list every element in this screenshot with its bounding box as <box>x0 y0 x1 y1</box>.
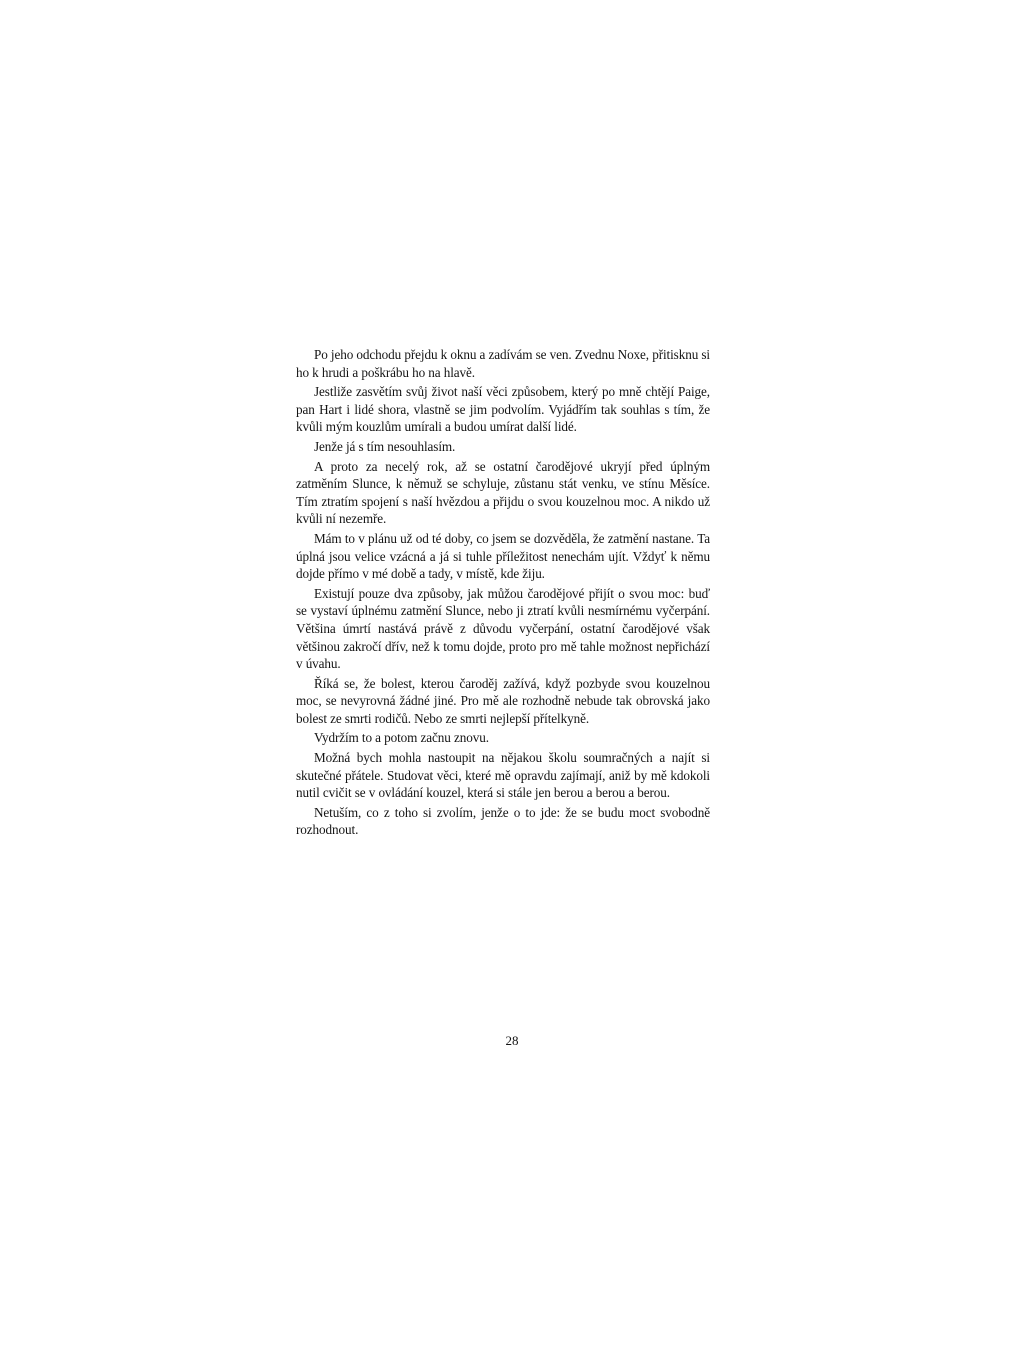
page-number: 28 <box>505 1033 519 1048</box>
paragraph-8: Vydržím to a potom začnu znovu. <box>314 730 489 746</box>
paragraph-1: Po jeho odchodu přejdu k oknu a zadívám se ven. Zvednu Noxe, přitisknu si ho k hrudi a poškrábu ho na hlavě. <box>296 347 710 380</box>
paragraph-5: Mám to v plánu už od té doby, co jsem se dozvěděla, že zatmění nastane. Ta úplná jsou velice vzácná a já si tuhle příležitost nenechám ujít. Vždyť k němu dojde přímo v mé době a tady, v místě, kde žiju. <box>296 530 710 582</box>
paragraph-9: Možná bych mohla nastoupit na nějakou školu soumračných a najít si skutečné přátele. Studovat věci, které mě opravdu zajímají, aniž by mě kdokoli nutil cvičit se v ovládání kouzel, která si stále jen berou a berou a berou. <box>296 750 710 801</box>
paragraph-6: Existují pouze dva způsoby, jak můžou čarodějové přijít o svou moc: buď se vystaví úplnému zatmění Slunce, nebo ji ztratí kvůli nesmírnému vyčerpání. Většina úmrtí nastává právě z důvodu vyčerpání, ostatní čarodějové však většinou zakročí dřív, než k tomu dojde, proto pro mě tahle možnost nepřichází v úvahu. <box>296 585 710 672</box>
paragraph-2: Jestliže zasvětím svůj život naší věci způsobem, který po mně chtějí Paige, pan Hart i lidé shora, vlastně se jim podvolím. Vyjádřím tak souhlas s tím, že kvůli mým kouzlům umírali a budou umírat další lidé. <box>296 384 710 435</box>
paragraph-4: A proto za necelý rok, až se ostatní čarodějové ukryjí před úplným zatměním Slunce, k němuž se schyluje, zůstanu stát venku, ve stínu Měsíce. Tím ztratím spojení s naší hvězdou a přijdu o svou kouzelnou moc. A nikdo už kvůli ní nezemře. <box>296 458 710 527</box>
paragraph-10: Netuším, co z toho si zvolím, jenže o to jde: že se budu moct svobodně rozhodnout. <box>296 804 710 838</box>
paragraph-3: Jenže já s tím nesouhlasím. <box>314 438 456 454</box>
body-text <box>296 346 710 839</box>
paragraph-7: Říká se, že bolest, kterou čaroděj zažívá, když pozbyde svou kouzelnou moc, se nevyrovná žádné jiné. Pro mě ale rozhodně nebude tak obrovská jako bolest ze smrti rodičů. Nebo ze smrti nejlepší přítelkyně. <box>296 675 710 726</box>
